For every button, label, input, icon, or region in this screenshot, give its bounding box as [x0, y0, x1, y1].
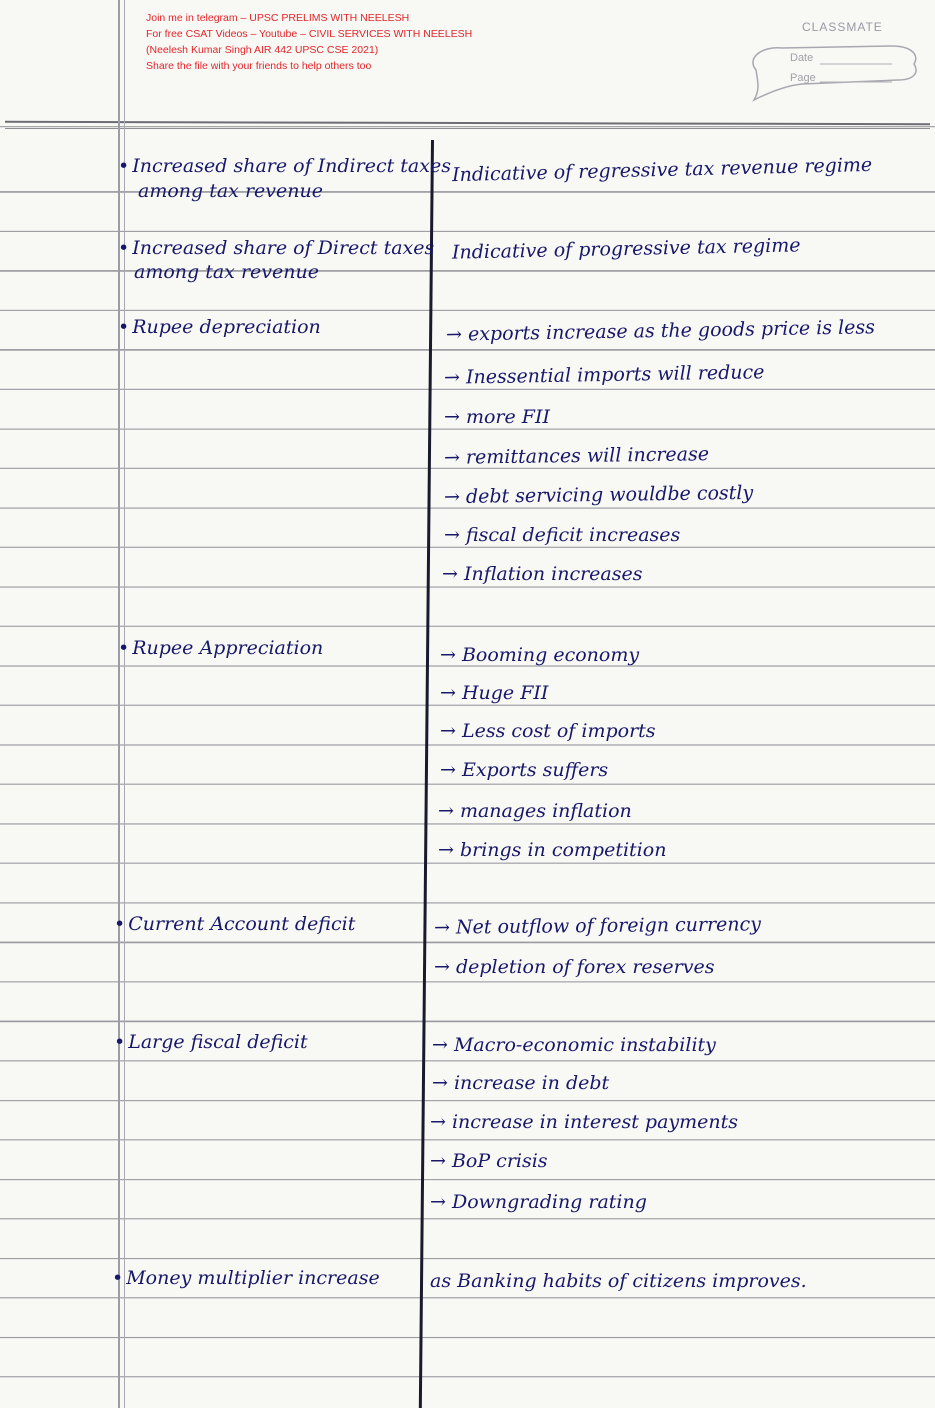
- right-entry: → fiscal deficit increases: [444, 524, 681, 546]
- right-entry: → brings in competition: [438, 839, 667, 861]
- right-entry: → BoP crisis: [430, 1150, 548, 1172]
- header-rule-secondary: [5, 128, 930, 129]
- right-entry: → remittances will increase: [443, 443, 710, 469]
- right-entry: → increase in interest payments: [430, 1111, 739, 1133]
- right-entry: → depletion of forex reserves: [434, 956, 715, 978]
- left-entry-direct-taxes: [118, 237, 435, 259]
- bullet-icon: •: [118, 316, 130, 338]
- right-entry: Indicative of progressive tax regime: [451, 234, 801, 264]
- promo-line: For free CSAT Videos – Youtube – CIVIL SERVICES WITH NEELESH: [146, 28, 473, 40]
- bullet-icon: •: [118, 637, 130, 659]
- left-entry-text: Increased share of Direct taxes: [132, 237, 435, 259]
- left-entry-text: Current Account deficit: [128, 913, 356, 935]
- right-entry: → exports increase as the goods price is less: [445, 316, 876, 346]
- left-entry-text: Money multiplier increase: [126, 1267, 380, 1289]
- right-entry: → Huge FII: [440, 682, 549, 704]
- left-entry-indirect-taxes: [118, 155, 451, 177]
- promo-line: (Neelesh Kumar Singh AIR 442 UPSC CSE 2021): [146, 44, 379, 56]
- date-page-stamp-icon: [742, 40, 922, 102]
- column-divider: [419, 140, 434, 1408]
- margin-line-inner: [124, 0, 125, 1408]
- right-entry: as Banking habits of citizens improves.: [430, 1270, 807, 1292]
- left-entry-rupee-depreciation: [118, 316, 418, 338]
- right-entry: → increase in debt: [432, 1072, 610, 1094]
- left-entry-text: Rupee Appreciation: [132, 637, 324, 659]
- left-entry-current-account-deficit: [114, 913, 414, 935]
- left-entry-text: Large fiscal deficit: [128, 1031, 308, 1053]
- left-entry-text-cont: among tax revenue: [138, 180, 323, 202]
- right-entry: → Booming economy: [440, 644, 640, 666]
- right-entry: → more FII: [444, 406, 550, 428]
- promo-block: [146, 10, 472, 74]
- promo-line: Share the file with your friends to help others too: [146, 60, 372, 72]
- right-entry: → Exports suffers: [440, 759, 609, 781]
- right-entry: → Inessential imports will reduce: [443, 361, 765, 389]
- right-entry: → Macro-economic instability: [432, 1034, 716, 1056]
- bullet-icon: •: [114, 913, 126, 935]
- right-entry: → Inflation increases: [442, 563, 643, 585]
- right-entry: → manages inflation: [438, 800, 632, 822]
- brand-logo: CLASSMATE: [802, 20, 883, 34]
- right-entry: → Net outflow of foreign currency: [433, 913, 762, 939]
- right-entry: Indicative of regressive tax revenue regime: [451, 153, 873, 187]
- right-entry: → Downgrading rating: [430, 1191, 647, 1213]
- left-entry-text-cont: among tax revenue: [134, 261, 319, 283]
- left-entry-large-fiscal-deficit: [114, 1031, 414, 1053]
- bullet-icon: •: [112, 1267, 124, 1289]
- bullet-icon: •: [114, 1031, 126, 1053]
- left-entry-rupee-appreciation: [118, 637, 418, 659]
- right-entry: → debt servicing wouldbe costly: [443, 481, 754, 509]
- page-label: Page: [790, 72, 816, 84]
- left-entry-text: Rupee depreciation: [132, 316, 321, 338]
- date-label: Date: [790, 52, 814, 64]
- left-entry-text: Increased share of Indirect taxes: [132, 155, 451, 177]
- bullet-icon: •: [118, 237, 130, 259]
- right-entry: → Less cost of imports: [440, 720, 656, 742]
- bullet-icon: •: [118, 155, 130, 177]
- promo-line: Join me in telegram – UPSC PRELIMS WITH NEELESH: [146, 12, 410, 24]
- left-entry-money-multiplier: [112, 1267, 412, 1289]
- margin-line: [118, 0, 120, 1408]
